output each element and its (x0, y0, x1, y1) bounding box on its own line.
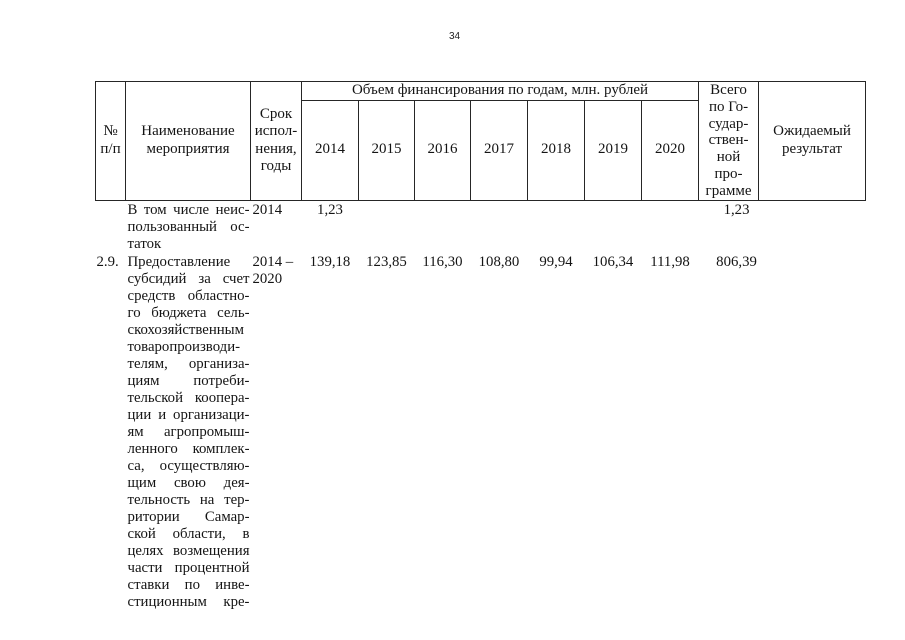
header-total-line: по Го- (708, 98, 749, 115)
funding-table (95, 81, 866, 611)
header-total-line: ствен- (708, 132, 749, 149)
header-year-2017: 2017 (471, 100, 528, 200)
cell-name (126, 200, 251, 253)
header-row-top (96, 82, 866, 101)
name-line: таток (127, 235, 162, 252)
table-row (96, 200, 866, 253)
header-term-line: годы (260, 158, 292, 175)
cell-total: 806,39 (716, 253, 757, 270)
header-number (96, 82, 126, 201)
name-line: ции и организаци- (127, 406, 250, 423)
header-year-2019: 2019 (585, 100, 642, 200)
header-total-line: грамме (705, 182, 752, 199)
table-header (96, 82, 866, 201)
header-total-line: про- (714, 165, 743, 182)
name-line: ленного комплек- (127, 440, 250, 457)
cell-2015: 123,85 (366, 253, 407, 270)
header-year-2015: 2015 (359, 100, 415, 200)
cell-total: 1,23 (723, 201, 750, 218)
cell-result (759, 200, 866, 253)
name-line: стиционным кре- (127, 593, 250, 610)
name-line: скохозяйственным (127, 321, 244, 338)
cell-2014: 139,18 (309, 253, 351, 270)
page-number: 34 (449, 31, 461, 42)
cell-2018 (528, 200, 585, 253)
cell-2015 (359, 200, 415, 253)
cell-2016: 116,30 (422, 253, 463, 270)
header-result-line: Ожидаемый (773, 123, 851, 140)
cell-name (126, 253, 251, 611)
header-term-line: испол- (254, 123, 298, 140)
name-line: части процентной (127, 559, 250, 576)
cell-2014: 1,23 (317, 201, 343, 218)
name-line: го бюджета сель- (127, 304, 250, 321)
cell-number: 2.9. (96, 253, 119, 270)
cell-result (759, 253, 866, 611)
name-line: тельской коопера- (127, 389, 250, 406)
header-year-2020: 2020 (642, 100, 699, 200)
header-funding-group (302, 82, 699, 101)
name-line: субсидий за счет (127, 270, 250, 287)
name-line: ской области, в (127, 525, 250, 542)
name-line: телям, организа- (127, 355, 250, 372)
name-line: щим свою дея- (127, 474, 250, 491)
name-line: са, осуществляю- (127, 457, 250, 474)
header-term-line: нения, (255, 140, 297, 157)
term-line: 2014 – (252, 253, 294, 270)
name-line: ритории Самар- (127, 508, 250, 525)
name-line: Предоставление (127, 253, 231, 270)
cell-2020 (642, 200, 699, 253)
header-result-line: результат (781, 140, 843, 157)
header-funding-group-label: Объем финансирования по годам, млн. рублей (351, 82, 649, 98)
cell-2017 (471, 200, 528, 253)
header-total (699, 82, 759, 201)
header-total-line: Всего (710, 82, 747, 98)
header-year-2018: 2018 (528, 100, 585, 200)
header-total-line: судар- (708, 115, 749, 132)
header-year-2014: 2014 (302, 100, 359, 200)
header-name (126, 82, 251, 201)
header-result (759, 82, 866, 201)
header-name-line: Наименование (141, 123, 235, 140)
name-line: тельность на тер- (127, 491, 250, 508)
cell-2019: 106,34 (592, 253, 634, 270)
cell-term (251, 200, 302, 253)
cell-term (251, 253, 302, 611)
name-line: циям потреби- (127, 372, 250, 389)
header-total-line: ной (716, 149, 741, 166)
table-row (96, 253, 866, 611)
cell-2019 (585, 200, 642, 253)
name-line: ям агропромыш- (127, 423, 250, 440)
cell-2020: 111,98 (650, 253, 690, 270)
header-number-line: № (103, 123, 118, 140)
header-term-line: Срок (259, 105, 293, 122)
cell-2018: 99,94 (539, 253, 573, 270)
name-line: средств областно- (127, 287, 250, 304)
term-line: 2014 (252, 201, 283, 218)
term-line: 2020 (252, 270, 283, 287)
name-line: В том числе неис- (127, 201, 250, 218)
name-line: товаропроизводи- (127, 338, 241, 355)
cell-number (96, 200, 126, 253)
header-name-line: мероприятия (146, 140, 230, 157)
name-line: ставки по инве- (127, 576, 250, 593)
header-year-2016: 2016 (415, 100, 471, 200)
header-term (251, 82, 302, 201)
name-line: целях возмещения (127, 542, 250, 559)
cell-2017: 108,80 (478, 253, 520, 270)
header-number-line: п/п (100, 140, 121, 157)
name-line: пользованный ос- (127, 218, 250, 235)
table-body (96, 200, 866, 611)
cell-2016 (415, 200, 471, 253)
